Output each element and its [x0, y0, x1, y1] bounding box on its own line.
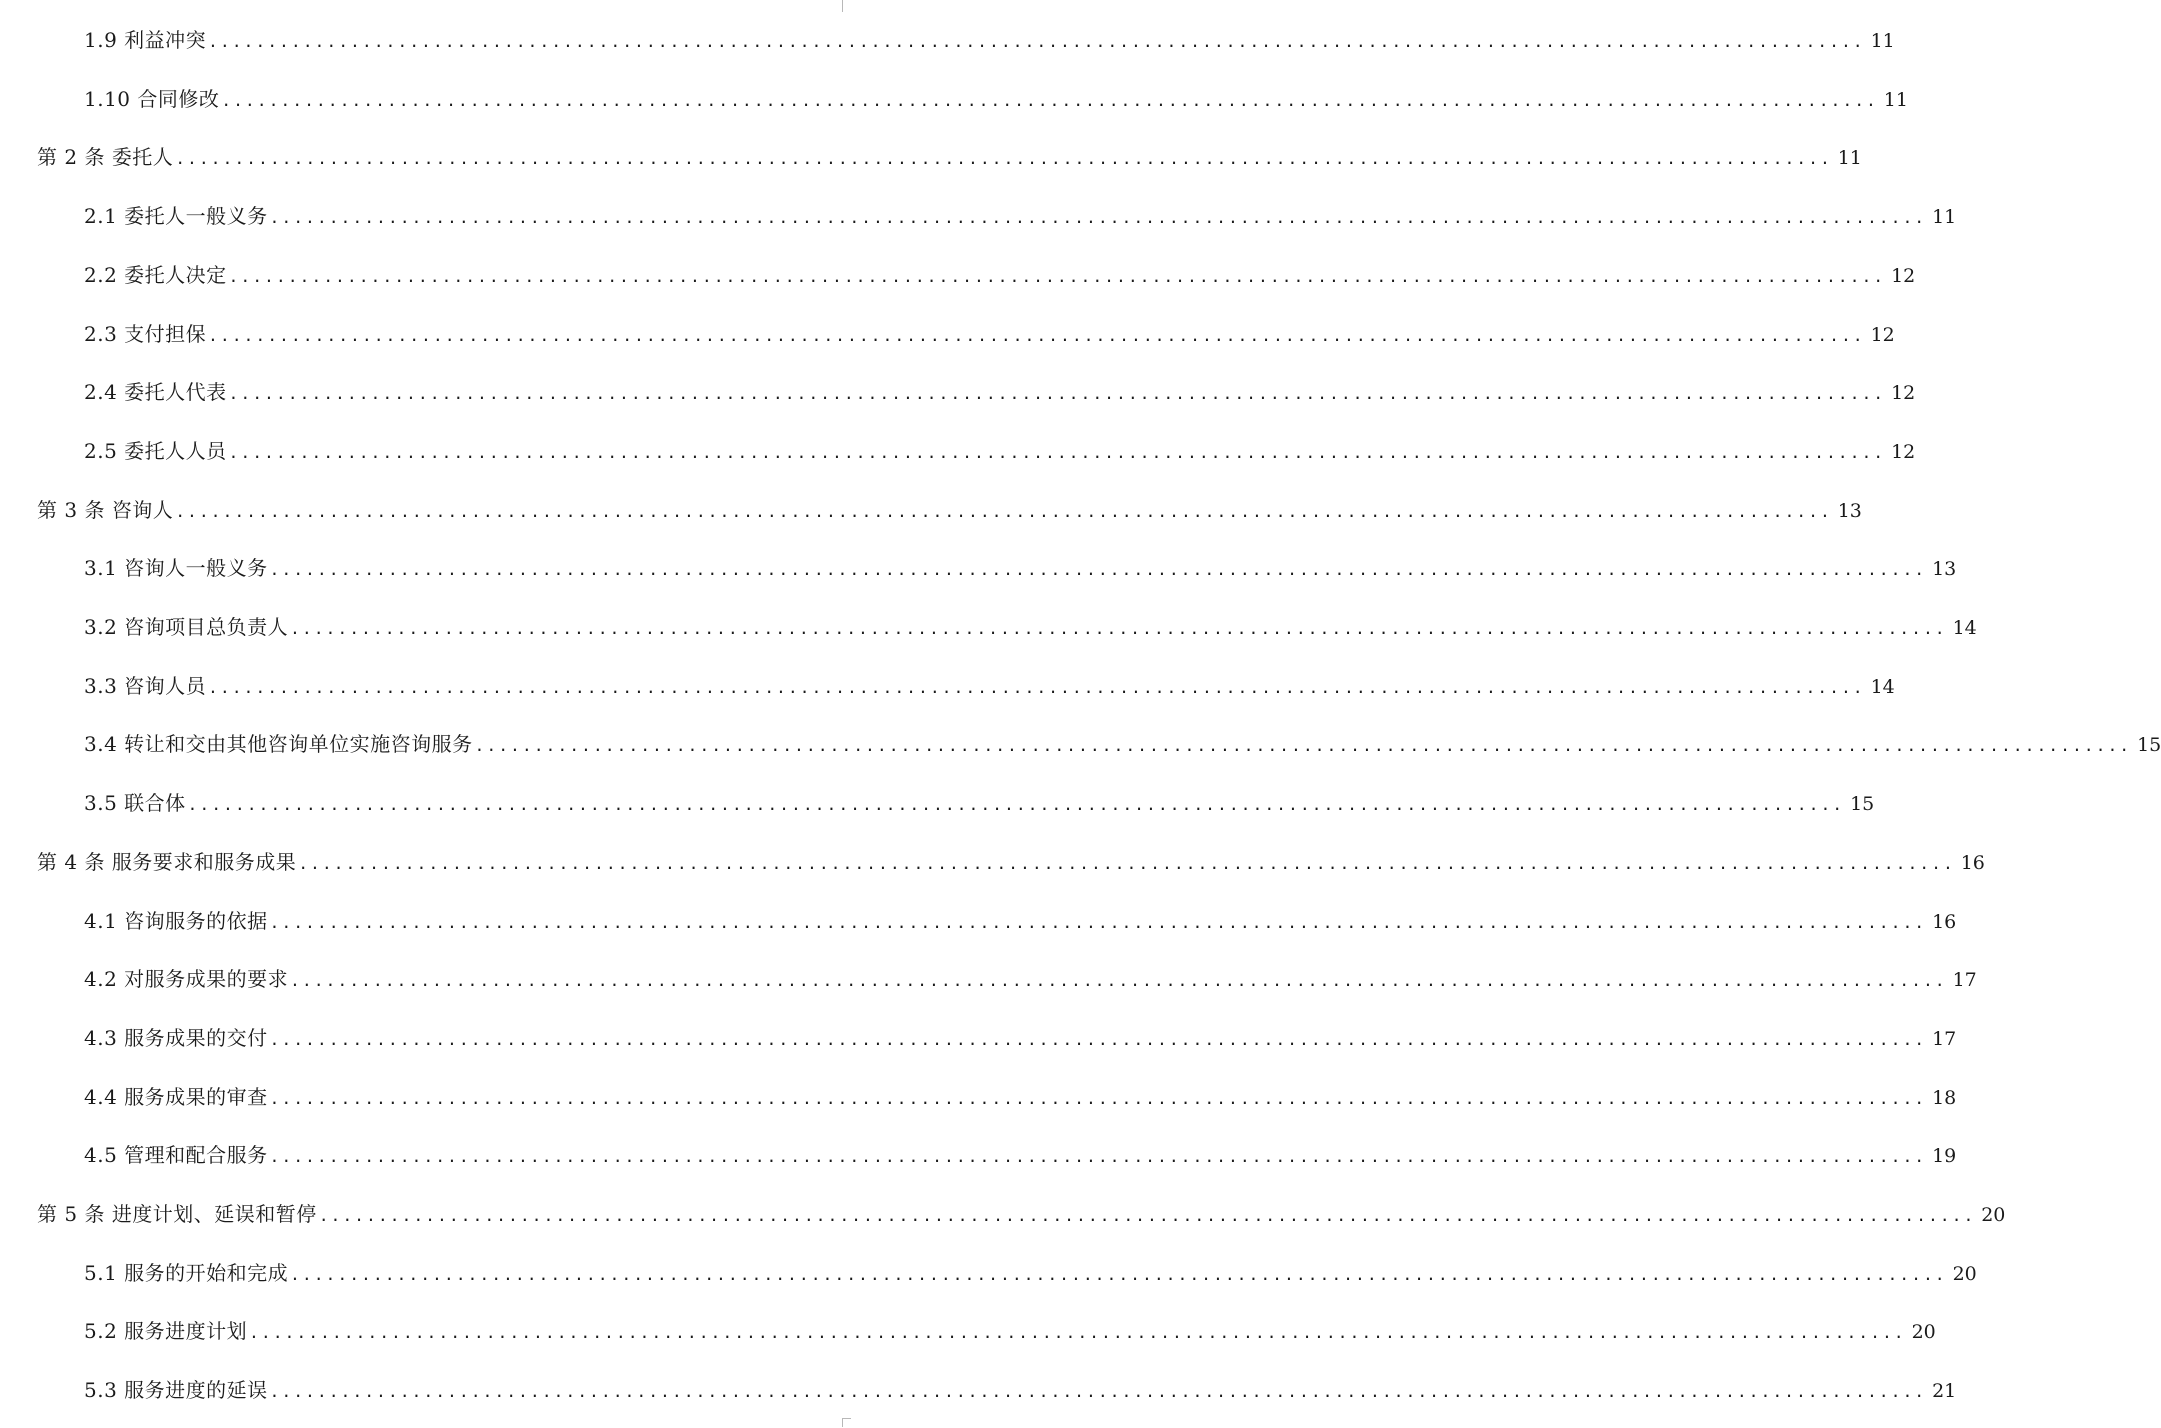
toc-dot-leader: ............................................................................................................................................: [269, 1147, 1927, 1166]
toc-entry-title: 进度计划、延误和暂停: [111, 1202, 317, 1226]
toc-entry-label: [84, 1023, 268, 1053]
toc-entry-title: 咨询服务的依据: [124, 909, 268, 933]
toc-entry-label: [84, 1082, 268, 1112]
toc-entry-title: 管理和配合服务: [124, 1143, 268, 1167]
toc-entry-label: [84, 729, 473, 759]
toc-entry-title: 委托人代表: [124, 380, 227, 404]
toc-dot-leader: ............................................................................................................................................: [269, 1030, 1927, 1049]
toc-section-entry[interactable]: [84, 260, 1916, 290]
toc-dot-leader: ............................................................................................................................................: [175, 502, 1832, 521]
toc-section-entry[interactable]: [84, 729, 2161, 759]
toc-dot-leader: ............................................................................................................................................: [228, 384, 1886, 403]
toc-entry-title: 服务成果的交付: [124, 1026, 268, 1050]
toc-dot-leader: ............................................................................................................................................: [228, 267, 1886, 286]
toc-entry-label: [84, 436, 227, 466]
toc-entry-title: 服务的开始和完成: [124, 1261, 289, 1285]
toc-entry-number: 2.1: [84, 204, 118, 228]
toc-entry-title: 转让和交由其他咨询单位实施咨询服务: [124, 732, 473, 756]
toc-entry-title: 咨询项目总负责人: [124, 615, 289, 639]
toc-entry-number: 4.3: [84, 1026, 118, 1050]
toc-section-entry[interactable]: [84, 612, 1977, 642]
toc-page-number: 20: [1952, 1263, 1977, 1285]
toc-section-entry[interactable]: [84, 1140, 1957, 1170]
toc-entry-number: 4.4: [84, 1085, 118, 1109]
toc-section-entry[interactable]: [84, 788, 1875, 818]
toc-entry-number: 3.1: [84, 556, 118, 580]
toc-entry-title: 服务进度计划: [124, 1319, 248, 1343]
toc-dot-leader: ............................................................................................................................................: [208, 32, 1865, 51]
toc-entry-title: 委托人决定: [124, 263, 227, 287]
toc-entry-label: [37, 847, 296, 877]
toc-entry-label: [84, 788, 186, 818]
toc-dot-leader: ............................................................................................................................................: [208, 326, 1865, 345]
toc-entry-number: 3.2: [84, 615, 118, 639]
toc-section-entry[interactable]: [84, 201, 1957, 231]
toc-entry-number: 1.9: [84, 28, 118, 52]
toc-entry-title: 委托人: [111, 145, 174, 169]
toc-page-number: 14: [1870, 676, 1895, 698]
toc-page-number: 18: [1932, 1087, 1957, 1109]
toc-entry-title: 咨询人员: [124, 674, 207, 698]
toc-page-number: 11: [1932, 206, 1957, 228]
toc-page-number: 15: [1850, 793, 1875, 815]
toc-chapter-entry[interactable]: [37, 142, 1862, 172]
toc-entry-title: 利益冲突: [124, 28, 207, 52]
toc-entry-title: 合同修改: [137, 87, 220, 111]
toc-page-number: 12: [1870, 324, 1895, 346]
toc-entry-label: [84, 84, 219, 114]
toc-entry-number: 第 4 条: [37, 850, 105, 874]
toc-section-entry[interactable]: [84, 906, 1957, 936]
toc-page-number: 13: [1932, 558, 1957, 580]
toc-entry-label: [84, 1140, 268, 1170]
toc-section-entry[interactable]: [84, 1258, 1977, 1288]
toc-entry-label: [84, 1375, 268, 1405]
toc-entry-label: [84, 260, 227, 290]
toc-section-entry[interactable]: [84, 1082, 1957, 1112]
toc-page-number: 14: [1952, 617, 1977, 639]
toc-entry-title: 服务进度的延误: [124, 1378, 268, 1402]
toc-entry-number: 5.2: [84, 1319, 118, 1343]
toc-section-entry[interactable]: [84, 436, 1916, 466]
toc-entry-label: [84, 612, 288, 642]
toc-entry-number: 4.1: [84, 909, 118, 933]
toc-entry-title: 支付担保: [124, 322, 207, 346]
toc-dot-leader: ............................................................................................................................................: [187, 795, 1845, 814]
toc-entry-title: 咨询人一般义务: [124, 556, 268, 580]
toc-chapter-entry[interactable]: [37, 495, 1862, 525]
toc-page-number: 19: [1932, 1145, 1957, 1167]
toc-entry-number: 3.5: [84, 791, 118, 815]
toc-entry-number: 3.3: [84, 674, 118, 698]
toc-dot-leader: ............................................................................................................................................: [298, 854, 1955, 873]
page-corner-mark-bottom: [842, 1418, 851, 1427]
toc-dot-leader: ............................................................................................................................................: [208, 678, 1865, 697]
toc-entry-number: 4.2: [84, 967, 118, 991]
toc-entry-label: [37, 495, 173, 525]
toc-page-number: 16: [1960, 852, 1985, 874]
toc-dot-leader: ............................................................................................................................................: [318, 1206, 1976, 1225]
toc-dot-leader: ............................................................................................................................................: [249, 1323, 1906, 1342]
toc-entry-label: [84, 1316, 247, 1346]
toc-section-entry[interactable]: [84, 1375, 1957, 1405]
toc-dot-leader: ............................................................................................................................................: [269, 208, 1927, 227]
toc-entry-label: [84, 319, 206, 349]
toc-page-number: 17: [1932, 1028, 1957, 1050]
toc-dot-leader: ............................................................................................................................................: [175, 149, 1832, 168]
toc-page-number: 11: [1837, 147, 1862, 169]
toc-page-number: 20: [1981, 1204, 2006, 1226]
toc-entry-number: 4.5: [84, 1143, 118, 1167]
toc-entry-number: 2.3: [84, 322, 118, 346]
toc-page-number: 12: [1891, 441, 1916, 463]
toc-entry-title: 对服务成果的要求: [124, 967, 289, 991]
page-corner-mark-top: [842, 0, 851, 12]
toc-dot-leader: ............................................................................................................................................: [474, 736, 2132, 755]
toc-dot-leader: ............................................................................................................................................: [269, 913, 1927, 932]
toc-entry-label: [84, 671, 206, 701]
toc-entry-label: [84, 201, 268, 231]
toc-entry-label: [37, 142, 173, 172]
toc-section-entry[interactable]: [84, 964, 1977, 994]
toc-page-number: 11: [1883, 89, 1908, 111]
toc-dot-leader: ............................................................................................................................................: [269, 560, 1927, 579]
toc-entry-label: [84, 964, 288, 994]
toc-section-entry[interactable]: [84, 377, 1916, 407]
toc-entry-label: [84, 1258, 288, 1288]
toc-entry-number: 2.4: [84, 380, 118, 404]
toc-section-entry[interactable]: [84, 1316, 1936, 1346]
toc-entry-title: 咨询人: [111, 498, 174, 522]
toc-entry-title: 联合体: [124, 791, 186, 815]
toc-section-entry[interactable]: [84, 84, 1908, 114]
toc-section-entry[interactable]: [84, 671, 1895, 701]
toc-page-number: 15: [2137, 734, 2161, 756]
toc-entry-label: [84, 377, 227, 407]
toc-dot-leader: ............................................................................................................................................: [269, 1089, 1927, 1108]
toc-dot-leader: ............................................................................................................................................: [290, 619, 1947, 638]
toc-entry-number: 1.10: [84, 87, 131, 111]
toc-entry-number: 第 5 条: [37, 1202, 105, 1226]
toc-entry-number: 5.3: [84, 1378, 118, 1402]
toc-dot-leader: ............................................................................................................................................: [290, 971, 1947, 990]
toc-chapter-entry[interactable]: [37, 1199, 2006, 1229]
toc-dot-leader: ............................................................................................................................................: [228, 443, 1886, 462]
toc-entry-number: 3.4: [84, 732, 118, 756]
toc-chapter-entry[interactable]: [37, 847, 1985, 877]
toc-page-number: 20: [1911, 1321, 1936, 1343]
toc-entry-number: 第 3 条: [37, 498, 105, 522]
toc-page-number: 17: [1952, 969, 1977, 991]
toc-entry-label: [84, 906, 268, 936]
toc-dot-leader: ............................................................................................................................................: [221, 91, 1878, 110]
toc-page-number: 11: [1870, 30, 1895, 52]
toc-entry-number: 第 2 条: [37, 145, 105, 169]
toc-page-number: 21: [1932, 1380, 1957, 1402]
toc-page-number: 16: [1932, 911, 1957, 933]
toc-section-entry[interactable]: [84, 1023, 1957, 1053]
toc-entry-title: 服务成果的审查: [124, 1085, 268, 1109]
toc-entry-number: 5.1: [84, 1261, 118, 1285]
toc-dot-leader: ............................................................................................................................................: [290, 1265, 1947, 1284]
toc-section-entry[interactable]: [84, 25, 1895, 55]
toc-page-number: 12: [1891, 382, 1916, 404]
toc-entry-label: [37, 1199, 317, 1229]
toc-dot-leader: ............................................................................................................................................: [269, 1382, 1927, 1401]
toc-section-entry[interactable]: [84, 553, 1957, 583]
toc-entry-label: [84, 25, 206, 55]
toc-entry-title: 委托人一般义务: [124, 204, 268, 228]
toc-entry-number: 2.2: [84, 263, 118, 287]
toc-page-number: 12: [1891, 265, 1916, 287]
toc-entry-number: 2.5: [84, 439, 118, 463]
toc-entry-title: 委托人人员: [124, 439, 227, 463]
toc-entry-title: 服务要求和服务成果: [111, 850, 297, 874]
toc-page-number: 13: [1837, 500, 1862, 522]
toc-section-entry[interactable]: [84, 319, 1895, 349]
toc-entry-label: [84, 553, 268, 583]
